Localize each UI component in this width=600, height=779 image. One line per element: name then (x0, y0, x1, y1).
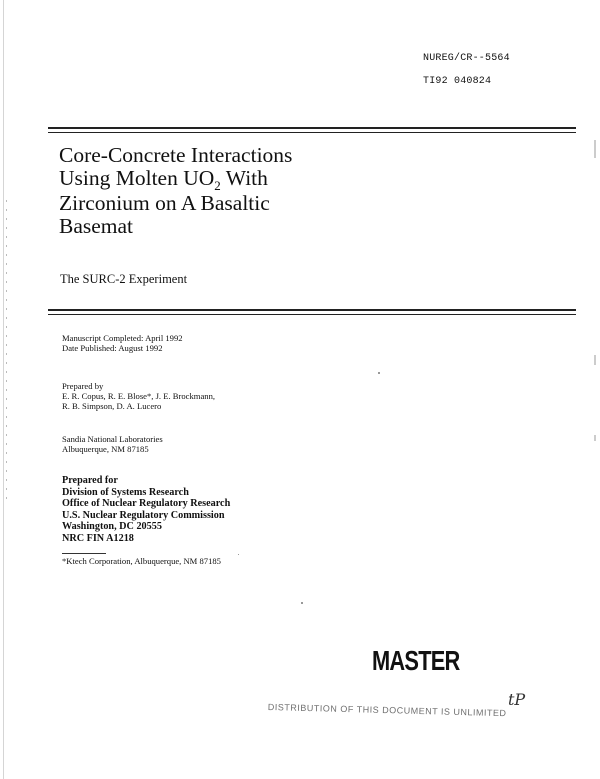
laboratory-location: Albuquerque, NM 87185 (62, 444, 149, 454)
title-line-4: Basemat (59, 214, 134, 238)
footnote: *Ktech Corporation, Albuquerque, NM 87185 (62, 556, 221, 566)
division-name: Division of Systems Research (62, 486, 189, 498)
report-number: NUREG/CR--5564 (423, 53, 510, 64)
footnote-rule (62, 553, 106, 554)
scan-speck (301, 602, 303, 604)
master-stamp: MASTER (372, 645, 460, 676)
scan-mark (594, 140, 596, 158)
scan-mark (594, 435, 596, 441)
title-line-2-text: Using Molten UO (59, 166, 215, 190)
report-title (59, 144, 479, 238)
prepared-for-block (62, 475, 230, 545)
commission-name: U.S. Nuclear Regulatory Commission (62, 509, 225, 521)
title-line-2-end: With (220, 166, 268, 190)
prepared-for-label: Prepared for (62, 475, 118, 486)
top-rule-thin (48, 132, 576, 133)
scan-edge-artifacts (6, 200, 7, 500)
manuscript-completed: Manuscript Completed: April 1992 (62, 333, 183, 343)
distribution-stamp: DISTRIBUTION OF THIS DOCUMENT IS UNLIMITED (267, 702, 507, 719)
mid-rule-thin (48, 314, 576, 315)
top-rule-thick (48, 127, 576, 129)
commission-address: Washington, DC 20555 (62, 521, 162, 533)
date-published: Date Published: August 1992 (62, 343, 163, 353)
authors-line-2: R. B. Simpson, D. A. Lucero (62, 401, 162, 411)
title-line-1: Core-Concrete Interactions (59, 143, 293, 167)
scan-mark (594, 355, 596, 365)
fin-number: NRC FIN A1218 (62, 532, 134, 544)
office-name: Office of Nuclear Regulatory Research (62, 498, 231, 510)
prepared-by-block (62, 381, 215, 411)
title-subscript: 2 (214, 178, 221, 193)
scan-speck (378, 372, 380, 374)
title-line-3: Zirconium on A Basaltic (59, 191, 270, 215)
report-subtitle: The SURC-2 Experiment (60, 272, 188, 286)
laboratory-block (62, 434, 163, 454)
scan-edge-line (3, 0, 4, 779)
laboratory-name: Sandia National Laboratories (62, 434, 163, 444)
authors-line-1: E. R. Copus, R. E. Blose*, J. E. Brockmann, (62, 391, 216, 401)
prepared-by-label: Prepared by (62, 381, 104, 391)
scan-speck (238, 554, 239, 555)
dates-block (62, 333, 183, 353)
title-line-2 (59, 167, 479, 192)
handwritten-initials: tP (508, 690, 526, 709)
mid-rule-thick (48, 309, 576, 311)
document-id: TI92 040824 (423, 76, 492, 87)
